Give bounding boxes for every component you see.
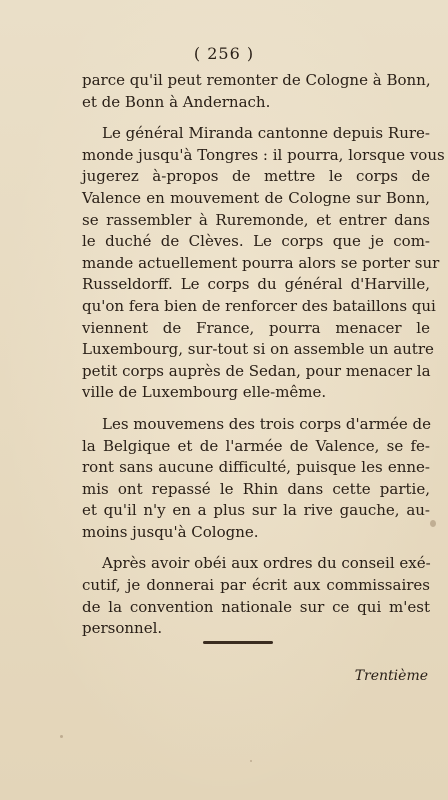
text-line: personnel. [82,619,163,638]
text-line: le duché de Clèves. Le corps que je com- [82,232,430,251]
text-line: se rassembler à Ruremonde, et entrer dans [82,210,430,229]
text-line: Russeldorff. Le corps du général d'Harville, [82,275,430,294]
page-number: ( 256 ) [193,44,255,63]
paper-stain [60,735,63,738]
text-line: Valence en mouvement de Cologne sur Bonn, [82,188,430,207]
text-line: mande actuellement pourra alors se porter sur [82,253,440,272]
text-line: ville de Luxembourg elle-même. [82,383,327,402]
text-line: de la convention nationale sur ce qui m'est [82,597,430,616]
section-divider [203,641,273,644]
text-line: Après avoir obéi aux ordres du conseil exé- [102,554,431,573]
paragraph [82,553,430,639]
text-line: la Belgique et de l'armée de Valence, se fe- [82,436,430,455]
text-line: qu'on fera bien de renforcer des bataillons qui [82,296,436,315]
text-line: mis ont repassé le Rhin dans cette partie, [82,479,430,498]
paper-stain [250,760,252,762]
text-line: Les mouvemens des trois corps d'armée de [102,414,431,433]
text-line: ront sans aucune difficulté, puisque les enne- [82,458,430,477]
text-line: Luxembourg, sur-tout si on assemble un autre [82,340,434,359]
text-line: et de Bonn à Andernach. [82,92,271,111]
catchword: Trentième [354,668,428,684]
text-line: et qu'il n'y en a plus sur la rive gauche, au- [82,501,430,520]
text-line: parce qu'il peut remonter de Cologne à Bonn, [82,71,431,89]
paragraph [82,123,445,404]
paragraph [82,414,430,544]
text-line: monde jusqu'à Tongres : il pourra, lorsque vous [82,145,445,164]
text-line: Le général Miranda cantonne depuis Rure- [102,124,430,143]
text-line: moins jusqu'à Cologne. [82,522,259,541]
text-line: cutif, je donnerai par écrit aux commissaires [82,576,430,595]
text-line: jugerez à-propos de mettre le corps de [82,167,430,186]
body-text [82,70,445,650]
paper-stain [430,520,436,527]
text-line: petit corps auprès de Sedan, pour menacer la [82,361,431,380]
paragraph [82,70,430,113]
text-line: viennent de France, pourra menacer le [82,318,430,337]
